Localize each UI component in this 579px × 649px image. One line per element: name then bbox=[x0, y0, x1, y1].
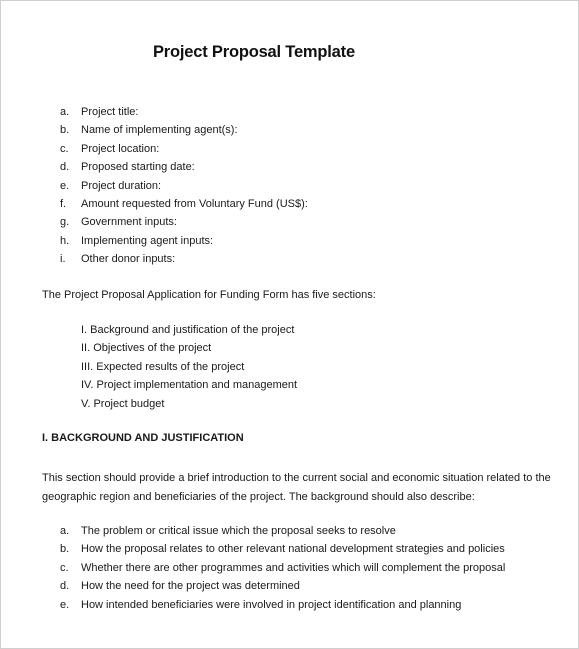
list-marker: b. bbox=[60, 124, 70, 137]
list-marker: a. bbox=[60, 525, 70, 537]
list-item-text: Proposed starting date: bbox=[81, 161, 195, 174]
list-marker: c. bbox=[60, 561, 69, 574]
sections-list bbox=[81, 321, 297, 413]
list-marker: f. bbox=[60, 197, 67, 210]
list-item-text: Government inputs: bbox=[81, 216, 177, 229]
section-heading-background: I. BACKGROUND AND JUSTIFICATION bbox=[42, 432, 244, 444]
list-item-text: Amount requested from Voluntary Fund (US$): bbox=[81, 197, 308, 210]
list-item-text: How the proposal relates to other relevant national development strategies and policies bbox=[81, 543, 505, 556]
list-marker: c. bbox=[60, 142, 69, 155]
section-list-item: III. Expected results of the project bbox=[81, 360, 245, 373]
list-item-text: Whether there are other programmes and activities which will complement the proposal bbox=[81, 561, 506, 574]
list-marker: a. bbox=[60, 106, 70, 118]
section-list-item: I. Background and justification of the project bbox=[81, 324, 295, 336]
list-marker: g. bbox=[60, 216, 70, 229]
section-list-item: V. Project budget bbox=[81, 397, 165, 410]
document-title: Project Proposal Template bbox=[153, 43, 355, 61]
paragraph-line: This section should provide a brief introduction to the current social and economic situation related to the bbox=[42, 472, 551, 484]
sections-intro-paragraph: The Project Proposal Application for Funding Form has five sections: bbox=[42, 289, 376, 301]
list-marker: d. bbox=[60, 580, 70, 593]
list-marker: e. bbox=[60, 179, 70, 192]
list-item-text: Project location: bbox=[81, 142, 160, 155]
list-item-text: How the need for the project was determined bbox=[81, 580, 300, 593]
section-list-item: II. Objectives of the project bbox=[81, 342, 212, 355]
list-marker: h. bbox=[60, 234, 70, 247]
section-list-item: IV. Project implementation and management bbox=[81, 379, 298, 392]
list-item-text: Implementing agent inputs: bbox=[81, 234, 214, 247]
list-marker: d. bbox=[60, 161, 70, 174]
list-marker: b. bbox=[60, 543, 70, 556]
list-item-text: Project title: bbox=[81, 106, 139, 118]
paragraph-line: geographic region and beneficiaries of the project. The background should also describe: bbox=[42, 490, 475, 503]
list-marker: e. bbox=[60, 598, 70, 611]
background-paragraph bbox=[42, 469, 551, 506]
list-item-text: Project duration: bbox=[81, 179, 162, 192]
list-item-text: How intended beneficiaries were involved in project identification and planning bbox=[81, 598, 462, 611]
list-marker: i. bbox=[60, 253, 66, 266]
list-item-text: Other donor inputs: bbox=[81, 253, 176, 266]
list-item-text: The problem or critical issue which the proposal seeks to resolve bbox=[81, 525, 396, 537]
list-item-text: Name of implementing agent(s): bbox=[81, 124, 238, 137]
